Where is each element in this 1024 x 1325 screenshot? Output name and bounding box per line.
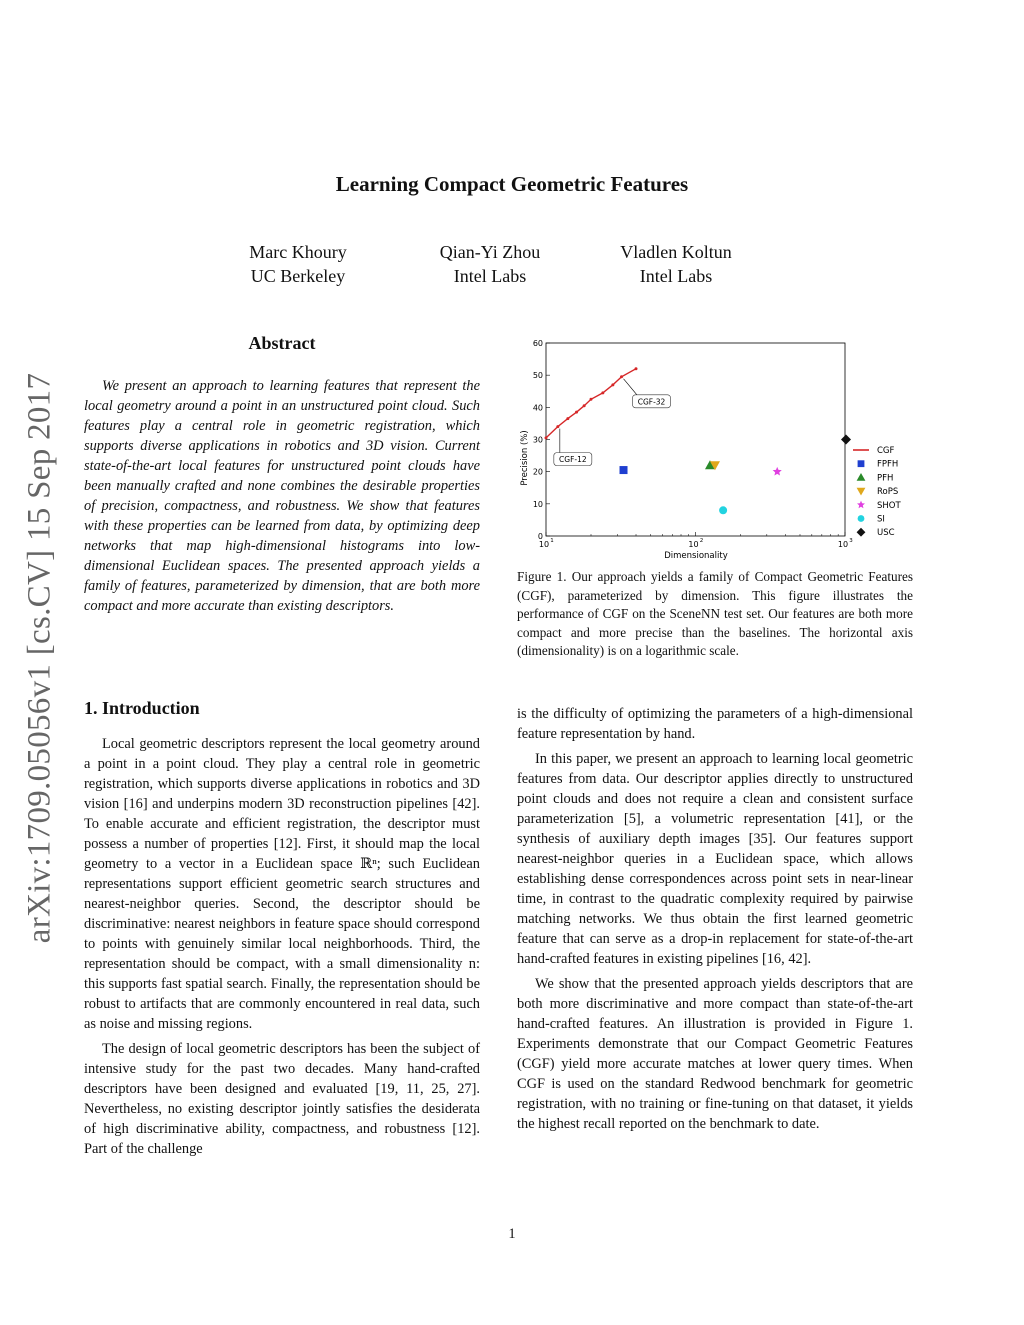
plot-border (546, 343, 845, 536)
y-tick-label: 20 (532, 467, 543, 477)
page-number: 1 (508, 1226, 516, 1242)
marker-usc (841, 435, 851, 445)
legend-swatch (858, 515, 865, 522)
right-column (517, 704, 913, 1139)
series-point-cgf (601, 391, 604, 394)
series-point-cgf (566, 417, 569, 420)
legend-swatch (857, 473, 866, 481)
series-point-cgf (620, 375, 623, 378)
annotation-arrow (624, 379, 639, 397)
author-1 (213, 240, 383, 288)
marker-si (719, 506, 727, 514)
legend-label: PFH (877, 473, 894, 484)
y-axis-label: Precision (%) (520, 430, 530, 486)
series-point-cgf (635, 367, 638, 370)
abstract-heading: Abstract (248, 333, 316, 353)
paper-title: Learning Compact Geometric Features (335, 172, 689, 196)
author-affiliation: UC Berkeley (250, 266, 346, 286)
legend-label: RoPS (877, 487, 899, 498)
y-tick-label: 0 (537, 532, 543, 541)
author-3 (591, 240, 761, 288)
series-point-cgf (590, 398, 593, 401)
legend-label: SHOT (877, 500, 901, 511)
section-heading-introduction: 1. Introduction (84, 698, 200, 718)
x-tick-exponent: 3 (849, 538, 853, 544)
series-line-cgf (546, 369, 636, 438)
x-axis-label: Dimensionality (664, 551, 728, 561)
figure-1-chart (515, 332, 915, 564)
marker-fpfh (620, 466, 628, 474)
intro-paragraph: In this paper, we present an approach to learning local geometric features from data. Our descriptor applies directly to unstructured point clouds and does not require a clean and consistent surface parameterization [5], a volumetric representation [41], or the synthesis of auxiliary depth images [35]. Our features support nearest-neighbor queries in a Euclidean space, which allows establishing dense correspondences across point sets in near-linear time, in contrast to the quadratic complexity required by pairwise matching networks. We thus obtain the first learned geometric feature that can serve as a drop-in replacement for state-of-the-art hand-crafted features in existing pipelines [16, 42]. (517, 751, 913, 967)
series-point-cgf (545, 436, 548, 439)
author-name: Qian-Yi Zhou (439, 242, 541, 262)
x-tick-exponent: 1 (550, 538, 554, 544)
author-name: Marc Khoury (249, 242, 347, 262)
series-point-cgf (556, 425, 559, 428)
author-affiliation: Intel Labs (639, 266, 713, 286)
y-tick-label: 30 (532, 435, 543, 445)
x-tick-exponent: 2 (699, 538, 704, 544)
y-tick-label: 60 (532, 339, 543, 348)
x-tick-label: 10 (688, 540, 699, 549)
tick-labels (533, 339, 853, 549)
legend-swatch (857, 528, 866, 537)
legend-label: FPFH (877, 459, 899, 470)
intro-paragraph: is the difficulty of optimizing the parameters of a high-dimensional feature representation by hand. (517, 706, 913, 742)
x-tick-label: 10 (538, 540, 550, 549)
intro-paragraph: The design of local geometric descriptors has been the subject of intensive study for the past two decades. Many hand-crafted descriptors have been designed and evaluated [19, 11, 25, 27]. Nevertheless, no existing descriptor jointly satisfies the desiderata of high discriminative ability, compactness, and robustness [12]. Part of the challenge (84, 1041, 480, 1157)
legend-swatch (857, 501, 865, 509)
author-affiliation: Intel Labs (453, 266, 527, 286)
series-point-cgf (583, 404, 586, 407)
annotation-label: CGF-12 (559, 455, 587, 465)
annotation-label: CGF-32 (637, 397, 666, 407)
author-name: Vladlen Koltun (620, 242, 732, 262)
legend-label: CGF (877, 446, 895, 456)
series-point-cgf (575, 411, 578, 414)
intro-paragraph: We show that the presented approach yields descriptors that are both more discriminative and more compact than state-of-the-art hand-crafted features. An illustration is provided in Figure 1. Experiments demonstrate that our Compact Geometric Features (CGF) yield more accurate matches at lower query times. When CGF is used on the standard Redwood benchmark for geometric registration, with no training or fine-tuning on that dataset, it yields the highest recall reported on the benchmark to date. (517, 976, 913, 1132)
y-tick-label: 50 (532, 371, 543, 381)
figure-caption: Figure 1. Our approach yields a family of Compact Geometric Features (CGF), parameterized by dimension. This figure illustrates the performance of CGF on the SceneNN test set. Our features are both more compact and more precise than the baselines. The horizontal axis (dimensionality) is on a logarithmic scale. (517, 569, 913, 658)
marker-shot (773, 467, 782, 476)
abstract-text: We present an approach to learning features that represent the local geometry around a point in an unstructured point cloud. Such features play a central role in geometric registration, which supports diverse applications in robotics and 3D vision. Current state-of-the-art local features for unstructured point clouds have been manually crafted and none combines the desirable properties of precision, compactness, and robustness. We show that features with these properties can be learned from data, by optimizing deep networks that map high-dimensional histograms into low-dimensional Euclidean spaces. The presented approach yields a family of features, parameterized by dimension, that are both more compact and more accurate than existing descriptors. (84, 378, 480, 614)
y-tick-label: 40 (532, 403, 543, 413)
legend-label: SI (877, 514, 885, 525)
x-tick-label: 10 (837, 540, 849, 549)
author-2 (405, 240, 575, 288)
intro-paragraph: Local geometric descriptors represent the local geometry around a point in a point cloud. They play a central role in geometric registration, which supports diverse applications in robotics and 3D vision [16] and underpins modern 3D reconstruction pipelines [42]. To enable accurate and efficient registration, the descriptor must possess a number of properties [12]. First, it should map the local geometry to a vector in a Euclidean space ℝⁿ; such Euclidean representations support efficient geometric search structures and nearest-neighbor queries. Second, the descriptor should be discriminative: nearest neighbors in feature space should correspond to points with genuinely similar local neighborhoods. Third, the representation should be compact, with a small dimensionality n: this supports fast spatial search. Finally, the representation should be robust to artifacts that are commonly encountered in real data, such as noise and missing regions. (84, 736, 480, 1032)
arxiv-identifier: arXiv:1709.05056v1 [cs.CV] 15 Sep 2017 (21, 372, 58, 944)
left-column (84, 734, 480, 1164)
legend-label: USC (877, 528, 895, 539)
data-marks (545, 367, 852, 514)
legend-swatch (858, 460, 865, 467)
legend-swatch (857, 488, 866, 496)
legend (853, 446, 901, 538)
plot-frame (546, 343, 845, 536)
series-point-cgf (611, 383, 614, 386)
y-tick-label: 10 (532, 499, 543, 509)
